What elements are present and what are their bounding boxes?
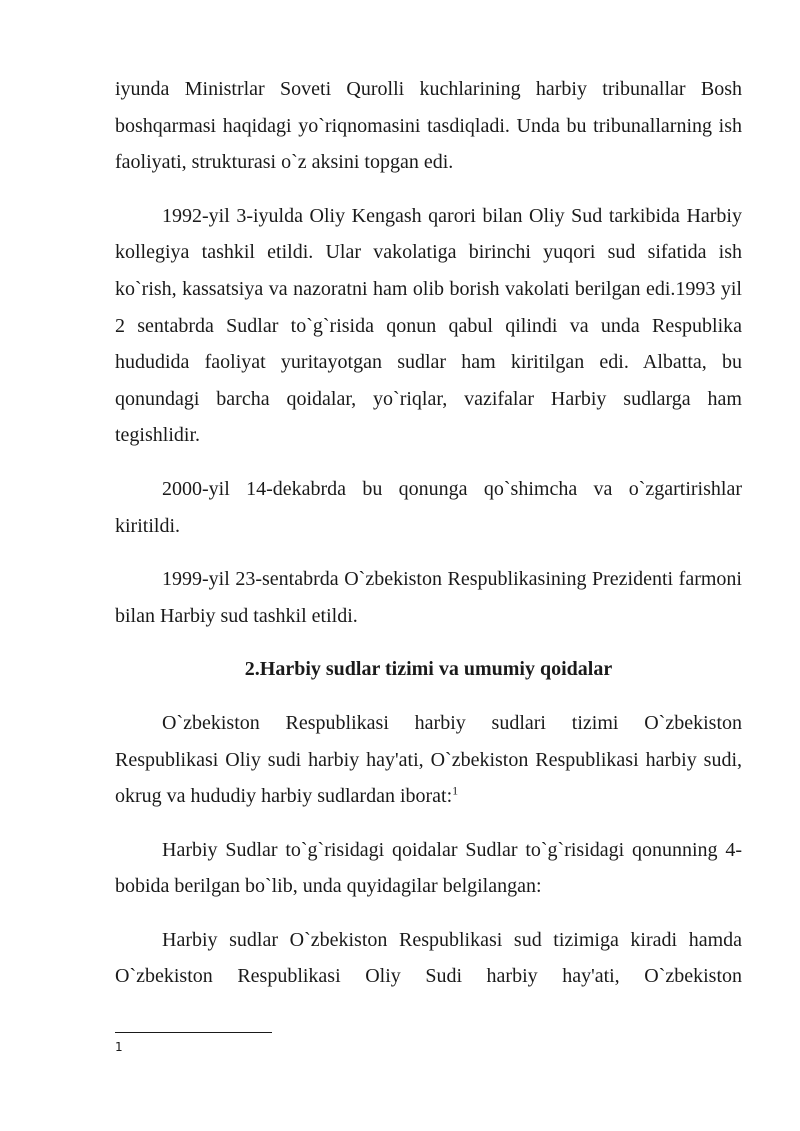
paragraph-tribunals: iyunda Ministrlar Soveti Qurolli kuchlarining harbiy tribunallar Bosh boshqarmasi haqidagi yo`riqnomasini tasdiqladi. Unda bu tribunallarning ish faoliyati, strukturasi o`z aksini topgan edi. [115, 78, 742, 174]
paragraph-court-system [115, 705, 742, 815]
footnote-separator [115, 1032, 272, 1033]
document-body [115, 71, 742, 995]
section-heading: 2.Harbiy sudlar tizimi va umumiy qoidalar [244, 658, 613, 681]
paragraph-court-system-membership: Harbiy sudlar O`zbekiston Respublikasi sud tizimiga kiradi hamda O`zbekiston Respublikasi Oliy Sudi harbiy hay'ati, O`zbekiston [115, 928, 742, 988]
paragraph-chapter-4-rules: Harbiy Sudlar to`g`risidagi qoidalar Sudlar to`g`risidagi qonunning 4-bobida berilgan bo`lib, unda quyidagilar belgilangan: [115, 838, 742, 898]
footnote-reference: 1 [452, 783, 459, 798]
paragraph-1992-military-collegium: 1992-yil 3-iyulda Oliy Kengash qarori bilan Oliy Sud tarkibida Harbiy kollegiya tashkil etildi. Ular vakolatiga birinchi yuqori sud sifatida ish ko`rish, kassatsiya va nazoratni ham olib borish vakolati berilgan edi.1993 yil 2 sentabrda Sudlar to`g`risida qonun qabul qilindi va unda Respublika hududida faoliyat yuritayotgan sudlar ham kiritilgan edi. Albatta, bu qonundagi barcha qoidalar, yo`riqlar, vazifalar Harbiy sudlarga ham tegishlidir. [115, 204, 742, 447]
paragraph-2000-amendments: 2000-yil 14-dekabrda bu qonunga qo`shimcha va o`zgartirishlar kiritildi. [115, 477, 742, 537]
paragraph-1999-military-court: 1999-yil 23-sentabrda O`zbekiston Respublikasining Prezidenti farmoni bilan Harbiy sud tashkil etildi. [115, 568, 742, 627]
footnote-number: 1 [115, 1040, 123, 1054]
paragraph-court-system-text: O`zbekiston Respublikasi harbiy sudlari tizimi O`zbekiston Respublikasi Oliy sudi harbiy hay'ati, O`zbekiston Respublikasi harbiy sudi, okrug va hududiy harbiy sudlardan iborat: [115, 711, 742, 808]
